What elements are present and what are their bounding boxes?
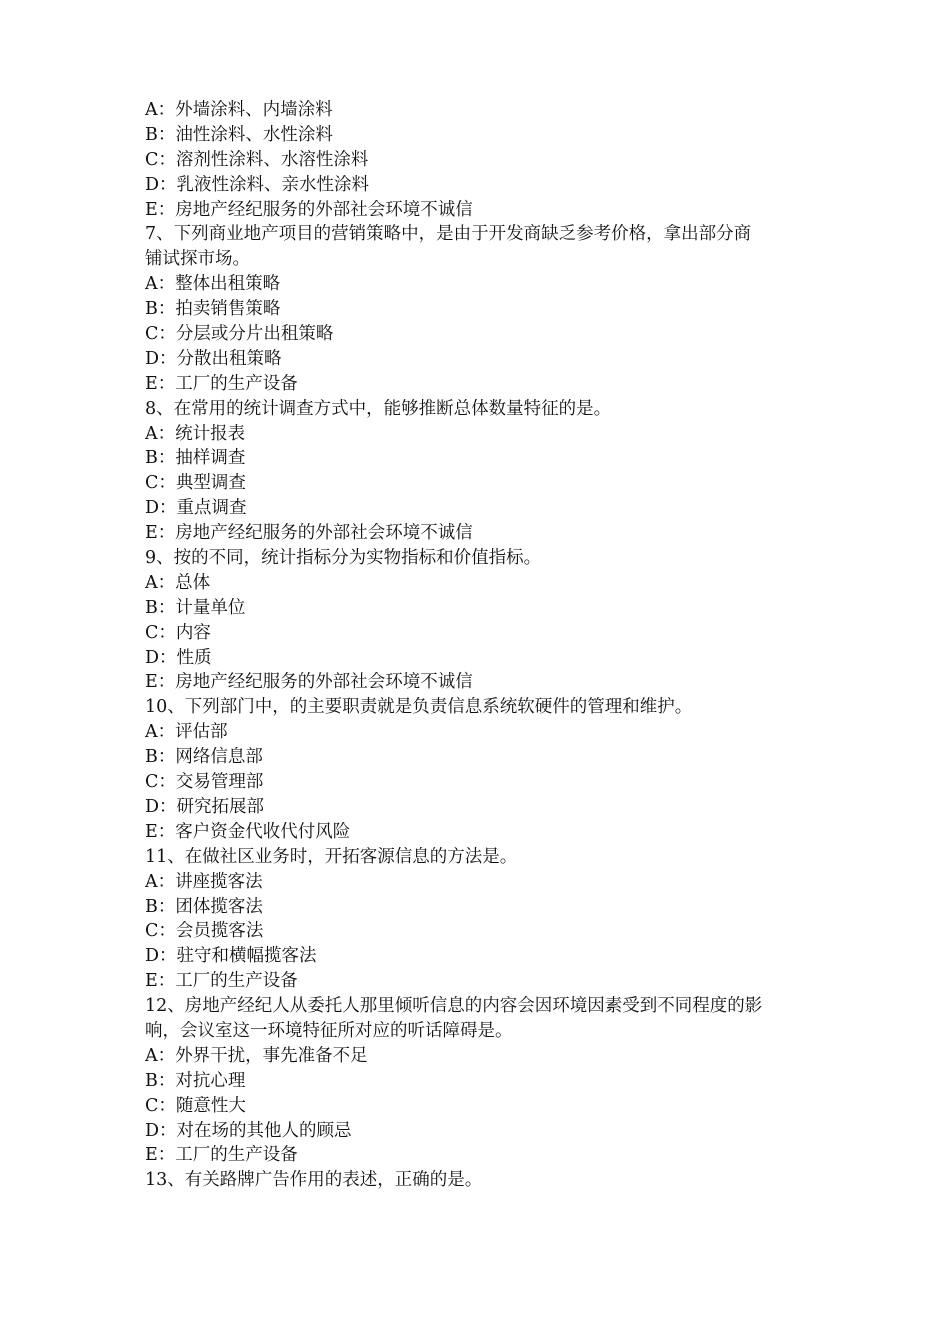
option-a-line: A：统计报表 xyxy=(145,423,246,444)
option-c-line: C：分层或分片出租策略 xyxy=(145,324,334,345)
option-e-line: E：工厂的生产设备 xyxy=(145,373,298,394)
option-b-line: B：拍卖销售策略 xyxy=(145,299,281,320)
option-c-line: C：溶剂性涂料、水溶性涂料 xyxy=(145,149,369,170)
option-b-line: B：网络信息部 xyxy=(145,747,263,768)
option-d-line: D：重点调查 xyxy=(145,498,247,519)
option-e-line: E：房地产经纪服务的外部社会环境不诚信 xyxy=(145,672,473,693)
option-b-line: B：对抗心理 xyxy=(145,1070,246,1091)
option-e-line: E：客户资金代收代付风险 xyxy=(145,821,351,842)
option-b-line: B：团体揽客法 xyxy=(145,896,263,917)
option-d-line: D：乳液性涂料、亲水性涂料 xyxy=(145,174,370,195)
question-12-line-1: 12、房地产经纪人从委托人那里倾听信息的内容会因环境因素受到不同程度的影 xyxy=(145,996,763,1017)
question-9-line: 9、按的不同，统计指标分为实物指标和价值指标。 xyxy=(145,548,542,569)
question-8-line: 8、在常用的统计调查方式中，能够推断总体数量特征的是。 xyxy=(145,398,612,419)
option-c-line: C：内容 xyxy=(145,622,211,643)
option-d-line: D：性质 xyxy=(145,647,212,668)
option-e-line: E：房地产经纪服务的外部社会环境不诚信 xyxy=(145,199,473,220)
option-c-line: C：随意性大 xyxy=(145,1095,246,1116)
option-d-line: D：驻守和横幅揽客法 xyxy=(145,946,317,967)
option-a-line: A：评估部 xyxy=(145,722,228,743)
option-a-line: A：外界干扰，事先准备不足 xyxy=(145,1045,368,1066)
option-e-line: E：工厂的生产设备 xyxy=(145,1145,298,1166)
option-c-line: C：交易管理部 xyxy=(145,772,264,793)
question-11-line: 11、在做社区业务时，开拓客源信息的方法是。 xyxy=(145,846,518,867)
option-d-line: D：对在场的其他人的顾忌 xyxy=(145,1120,352,1141)
question-10-line: 10、下列部门中，的主要职责就是负责信息系统软硬件的管理和维护。 xyxy=(145,697,693,718)
option-e-line: E：房地产经纪服务的外部社会环境不诚信 xyxy=(145,523,473,544)
question-12-line-2: 响，会议室这一环境特征所对应的听话障碍是。 xyxy=(145,1020,513,1041)
option-b-line: B：抽样调查 xyxy=(145,448,246,469)
option-c-line: C：会员揽客法 xyxy=(145,921,264,942)
document-page xyxy=(145,98,815,1193)
option-a-line: A：整体出租策略 xyxy=(145,274,281,295)
question-7-line-2: 铺试探市场。 xyxy=(145,249,250,270)
option-c-line: C：典型调查 xyxy=(145,473,246,494)
option-a-line: A：总体 xyxy=(145,572,211,593)
option-a-line: A：外墙涂料、内墙涂料 xyxy=(145,100,333,120)
question-13-line: 13、有关路牌广告作用的表述，正确的是。 xyxy=(145,1170,483,1191)
option-a-line: A：讲座揽客法 xyxy=(145,871,263,892)
option-e-line: E：工厂的生产设备 xyxy=(145,971,298,992)
question-7-line-1: 7、下列商业地产项目的营销策略中，是由于开发商缺乏参考价格，拿出部分商 xyxy=(145,224,752,245)
option-d-line: D：研究拓展部 xyxy=(145,796,265,817)
option-b-line: B：油性涂料、水性涂料 xyxy=(145,124,333,145)
option-d-line: D：分散出租策略 xyxy=(145,348,282,369)
option-b-line: B：计量单位 xyxy=(145,597,246,618)
